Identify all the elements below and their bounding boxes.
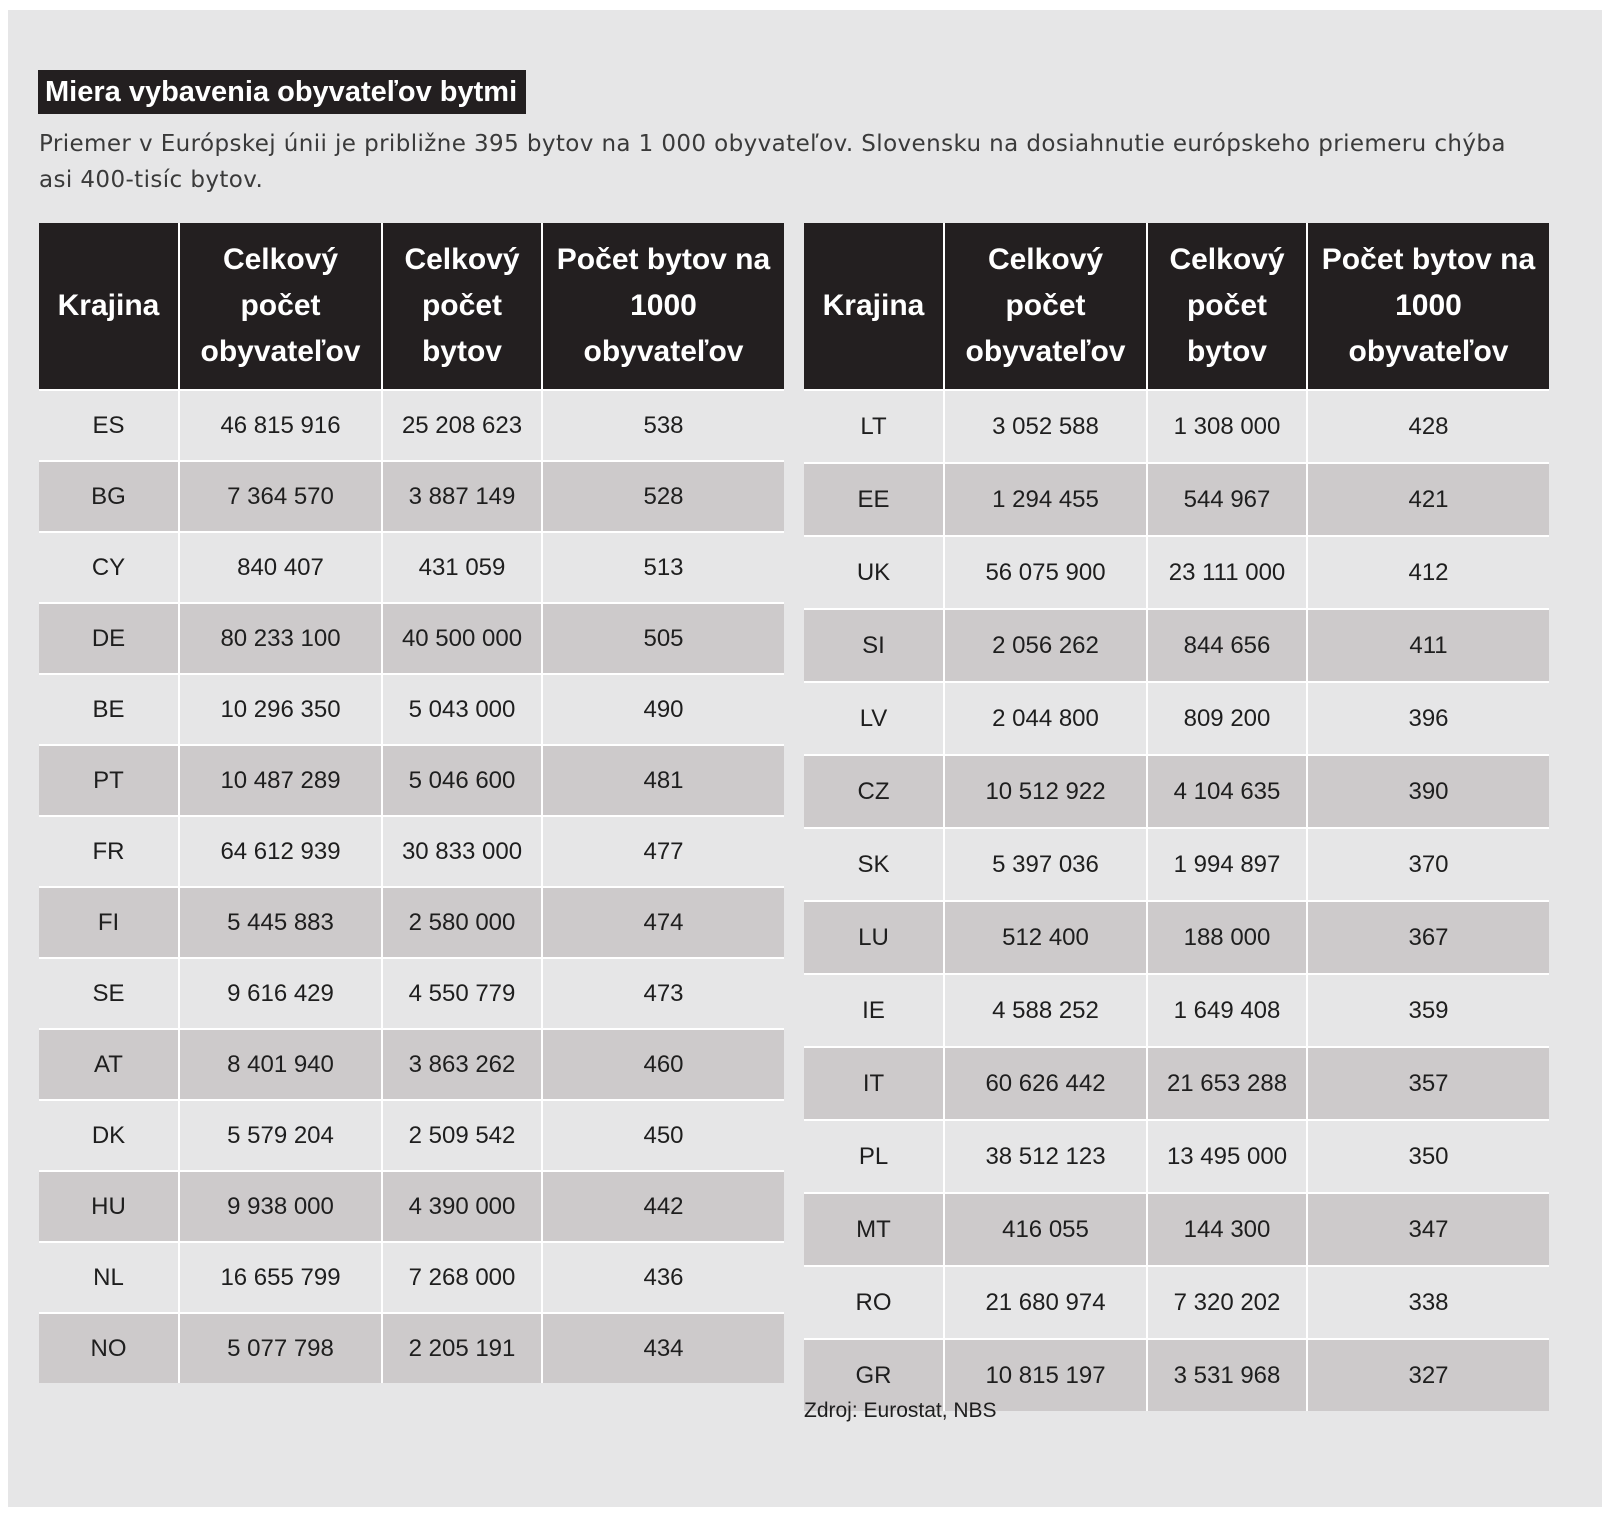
cell-country: SI <box>804 609 944 682</box>
cell-dwellings: 25 208 623 <box>382 390 542 461</box>
cell-population: 416 055 <box>944 1193 1147 1266</box>
cell-dwellings: 1 308 000 <box>1147 390 1307 463</box>
cell-country: IT <box>804 1047 944 1120</box>
table-row <box>39 745 784 816</box>
cell-dwellings-per-1000: 338 <box>1307 1266 1549 1339</box>
table-row <box>804 1120 1549 1193</box>
cell-dwellings-per-1000: 505 <box>542 603 784 674</box>
cell-dwellings: 144 300 <box>1147 1193 1307 1266</box>
cell-population: 10 487 289 <box>179 745 382 816</box>
cell-country: PT <box>39 745 179 816</box>
cell-population: 60 626 442 <box>944 1047 1147 1120</box>
cell-population: 512 400 <box>944 901 1147 974</box>
table-row <box>39 1100 784 1171</box>
infographic-title: Miera vybavenia obyvateľov bytmi <box>38 70 526 114</box>
cell-dwellings-per-1000: 538 <box>542 390 784 461</box>
cell-country: LU <box>804 901 944 974</box>
cell-dwellings: 2 205 191 <box>382 1313 542 1383</box>
table-row <box>804 901 1549 974</box>
table-row <box>39 390 784 461</box>
column-header-population: Celkový počet obyvateľov <box>944 223 1147 390</box>
cell-country: SE <box>39 958 179 1029</box>
cell-country: SK <box>804 828 944 901</box>
table-row <box>39 887 784 958</box>
cell-dwellings: 431 059 <box>382 532 542 603</box>
cell-country: EE <box>804 463 944 536</box>
cell-dwellings-per-1000: 442 <box>542 1171 784 1242</box>
cell-dwellings-per-1000: 359 <box>1307 974 1549 1047</box>
housing-table-left <box>39 223 784 1383</box>
cell-dwellings: 7 320 202 <box>1147 1266 1307 1339</box>
cell-population: 840 407 <box>179 532 382 603</box>
cell-dwellings: 2 509 542 <box>382 1100 542 1171</box>
cell-dwellings: 809 200 <box>1147 682 1307 755</box>
cell-country: DE <box>39 603 179 674</box>
table-header-row <box>39 223 784 390</box>
cell-country: LV <box>804 682 944 755</box>
cell-population: 5 445 883 <box>179 887 382 958</box>
cell-country: PL <box>804 1120 944 1193</box>
table-header-row <box>804 223 1549 390</box>
cell-dwellings-per-1000: 357 <box>1307 1047 1549 1120</box>
cell-country: FI <box>39 887 179 958</box>
table-row <box>804 828 1549 901</box>
cell-dwellings: 4 104 635 <box>1147 755 1307 828</box>
cell-population: 5 579 204 <box>179 1100 382 1171</box>
cell-population: 10 512 922 <box>944 755 1147 828</box>
cell-dwellings-per-1000: 428 <box>1307 390 1549 463</box>
column-header-dwellings-per-1000: Počet bytov na 1000 obyvateľov <box>542 223 784 390</box>
cell-dwellings-per-1000: 434 <box>542 1313 784 1383</box>
cell-dwellings: 1 994 897 <box>1147 828 1307 901</box>
column-header-country: Krajina <box>39 223 179 390</box>
column-header-dwellings: Celkový počet bytov <box>382 223 542 390</box>
table-row <box>39 532 784 603</box>
table-row <box>39 816 784 887</box>
cell-population: 5 397 036 <box>944 828 1147 901</box>
table-row <box>39 674 784 745</box>
cell-dwellings: 23 111 000 <box>1147 536 1307 609</box>
table-row <box>804 390 1549 463</box>
cell-dwellings: 3 887 149 <box>382 461 542 532</box>
column-header-country: Krajina <box>804 223 944 390</box>
cell-population: 10 815 197 <box>944 1339 1147 1411</box>
table-row <box>804 755 1549 828</box>
cell-dwellings: 3 863 262 <box>382 1029 542 1100</box>
cell-population: 2 056 262 <box>944 609 1147 682</box>
table-body-left <box>39 390 784 1383</box>
cell-population: 64 612 939 <box>179 816 382 887</box>
cell-dwellings-per-1000: 481 <box>542 745 784 816</box>
table-row <box>39 1242 784 1313</box>
cell-dwellings-per-1000: 528 <box>542 461 784 532</box>
cell-dwellings: 21 653 288 <box>1147 1047 1307 1120</box>
table-row <box>39 1029 784 1100</box>
cell-country: DK <box>39 1100 179 1171</box>
cell-dwellings-per-1000: 436 <box>542 1242 784 1313</box>
cell-dwellings: 13 495 000 <box>1147 1120 1307 1193</box>
cell-dwellings-per-1000: 370 <box>1307 828 1549 901</box>
cell-population: 5 077 798 <box>179 1313 382 1383</box>
cell-country: NO <box>39 1313 179 1383</box>
cell-dwellings-per-1000: 367 <box>1307 901 1549 974</box>
cell-dwellings: 7 268 000 <box>382 1242 542 1313</box>
cell-population: 38 512 123 <box>944 1120 1147 1193</box>
table-row <box>804 536 1549 609</box>
column-header-dwellings-per-1000: Počet bytov na 1000 obyvateľov <box>1307 223 1549 390</box>
cell-dwellings: 188 000 <box>1147 901 1307 974</box>
table-row <box>39 603 784 674</box>
cell-country: CY <box>39 532 179 603</box>
table-row <box>804 1266 1549 1339</box>
cell-population: 56 075 900 <box>944 536 1147 609</box>
table-row <box>39 1171 784 1242</box>
infographic-panel <box>8 10 1602 1507</box>
cell-population: 4 588 252 <box>944 974 1147 1047</box>
table-row <box>804 682 1549 755</box>
cell-population: 8 401 940 <box>179 1029 382 1100</box>
cell-country: CZ <box>804 755 944 828</box>
cell-population: 46 815 916 <box>179 390 382 461</box>
table-row <box>804 609 1549 682</box>
cell-country: FR <box>39 816 179 887</box>
cell-country: LT <box>804 390 944 463</box>
table-body-right <box>804 390 1549 1411</box>
cell-dwellings: 3 531 968 <box>1147 1339 1307 1411</box>
cell-dwellings: 544 967 <box>1147 463 1307 536</box>
cell-dwellings-per-1000: 396 <box>1307 682 1549 755</box>
table-row <box>39 1313 784 1383</box>
cell-dwellings-per-1000: 350 <box>1307 1120 1549 1193</box>
cell-country: ES <box>39 390 179 461</box>
cell-country: GR <box>804 1339 944 1411</box>
housing-table-right <box>804 223 1549 1411</box>
cell-dwellings: 30 833 000 <box>382 816 542 887</box>
cell-dwellings: 4 390 000 <box>382 1171 542 1242</box>
cell-country: HU <box>39 1171 179 1242</box>
cell-population: 7 364 570 <box>179 461 382 532</box>
cell-population: 10 296 350 <box>179 674 382 745</box>
cell-population: 80 233 100 <box>179 603 382 674</box>
cell-dwellings: 2 580 000 <box>382 887 542 958</box>
cell-dwellings: 4 550 779 <box>382 958 542 1029</box>
cell-dwellings-per-1000: 477 <box>542 816 784 887</box>
table-row <box>804 1193 1549 1266</box>
cell-country: UK <box>804 536 944 609</box>
cell-population: 21 680 974 <box>944 1266 1147 1339</box>
cell-population: 16 655 799 <box>179 1242 382 1313</box>
cell-population: 9 938 000 <box>179 1171 382 1242</box>
cell-dwellings: 1 649 408 <box>1147 974 1307 1047</box>
cell-country: BG <box>39 461 179 532</box>
cell-country: RO <box>804 1266 944 1339</box>
cell-dwellings-per-1000: 473 <box>542 958 784 1029</box>
cell-dwellings-per-1000: 421 <box>1307 463 1549 536</box>
cell-dwellings-per-1000: 411 <box>1307 609 1549 682</box>
table-row <box>804 1047 1549 1120</box>
cell-population: 9 616 429 <box>179 958 382 1029</box>
cell-dwellings-per-1000: 460 <box>542 1029 784 1100</box>
cell-dwellings: 844 656 <box>1147 609 1307 682</box>
cell-country: IE <box>804 974 944 1047</box>
cell-country: BE <box>39 674 179 745</box>
table-row <box>804 463 1549 536</box>
cell-dwellings-per-1000: 390 <box>1307 755 1549 828</box>
column-header-dwellings: Celkový počet bytov <box>1147 223 1307 390</box>
cell-population: 2 044 800 <box>944 682 1147 755</box>
table-row <box>804 974 1549 1047</box>
cell-dwellings: 40 500 000 <box>382 603 542 674</box>
cell-country: MT <box>804 1193 944 1266</box>
source-note: Zdroj: Eurostat, NBS <box>804 1399 997 1422</box>
table-row <box>39 461 784 532</box>
cell-dwellings: 5 043 000 <box>382 674 542 745</box>
table-row <box>39 958 784 1029</box>
cell-dwellings: 5 046 600 <box>382 745 542 816</box>
cell-population: 3 052 588 <box>944 390 1147 463</box>
cell-country: AT <box>39 1029 179 1100</box>
cell-population: 1 294 455 <box>944 463 1147 536</box>
cell-dwellings-per-1000: 474 <box>542 887 784 958</box>
infographic-subtitle: Priemer v Európskej únii je približne 395 bytov na 1 000 obyvateľov. Slovensku na dosiahnutie európskeho priemeru chýba asi 400-tisíc bytov. <box>39 131 1506 193</box>
cell-dwellings-per-1000: 450 <box>542 1100 784 1171</box>
column-header-population: Celkový počet obyvateľov <box>179 223 382 390</box>
cell-dwellings-per-1000: 347 <box>1307 1193 1549 1266</box>
cell-country: NL <box>39 1242 179 1313</box>
cell-dwellings-per-1000: 490 <box>542 674 784 745</box>
cell-dwellings-per-1000: 513 <box>542 532 784 603</box>
cell-dwellings-per-1000: 327 <box>1307 1339 1549 1411</box>
cell-dwellings-per-1000: 412 <box>1307 536 1549 609</box>
